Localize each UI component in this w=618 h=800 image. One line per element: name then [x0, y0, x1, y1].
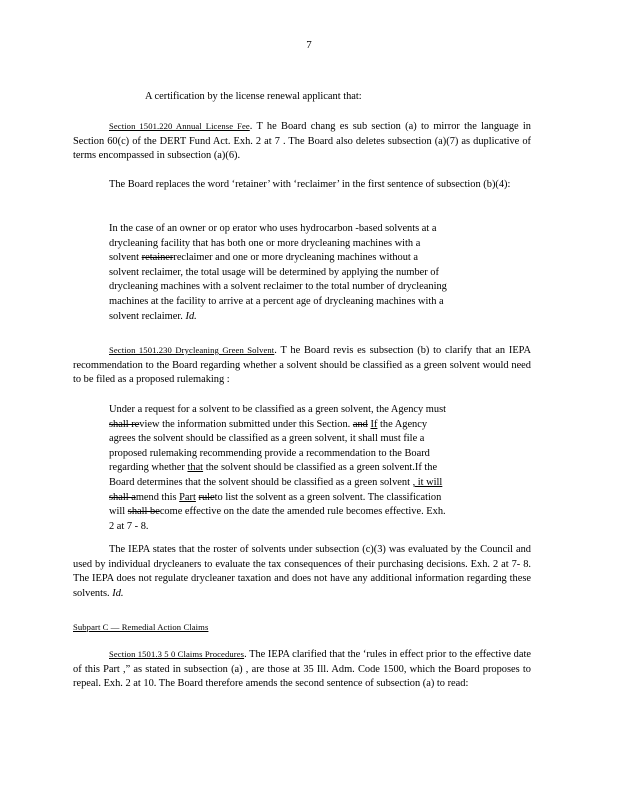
- quote-block-1: [109, 222, 499, 324]
- quote2-line: [109, 418, 499, 433]
- underlined-text: , it will: [412, 476, 443, 488]
- quote2-line: proposed rulemaking recommending provide a recommendation to the Board: [109, 447, 430, 459]
- struck-text: shall a: [109, 491, 136, 503]
- quote2-line: [109, 476, 499, 491]
- citation-id: Id.: [185, 310, 197, 322]
- quote2-line: [109, 505, 499, 520]
- quote1-text: solvent: [109, 252, 140, 264]
- quote1-line: machines at the facility to arrive at a percent age of drycleaning machines with a: [109, 295, 444, 307]
- struck-text: shall re: [109, 418, 140, 430]
- quote2-line: 2 at 7 - 8.: [109, 520, 149, 532]
- citation-id: Id.: [112, 587, 124, 599]
- underlined-text: Part: [179, 491, 196, 503]
- struck-text: shall be: [127, 506, 160, 518]
- quote2-line: [109, 491, 499, 506]
- replace-word-paragraph: The Board replaces the word ‘retainer’ with ‘reclaimer’ in the first sentence of subsection (b)(4):: [109, 179, 511, 190]
- struck-text: and: [352, 418, 368, 430]
- quote1-text: solvent reclaimer.: [109, 310, 183, 322]
- subpart-c-heading: Subpart C — Remedial Action Claims: [73, 622, 209, 632]
- iepa-paragraph: [73, 543, 531, 601]
- struck-text: retainer: [141, 252, 174, 264]
- quote-block-2: [109, 403, 499, 534]
- section-1501-350-text: . The IEPA clarified that the ‘rules in effect prior to the effective date of this Part ,” as stated in subsection (a) , are those at 35 Ill. Adm. Code 1500, which the Board proposes to repeal. Exh. 2 at 10. The Board therefore amends the second sentence of subsection (a) to read:: [73, 649, 531, 690]
- quote2-text: come effective on the date the amended rule becomes effective.: [159, 506, 424, 518]
- quote2-line: [109, 461, 499, 476]
- quote1-line: [109, 251, 499, 266]
- section-1501-350-paragraph: [73, 647, 531, 692]
- quote2-text: Board determines that the solvent should be classified as a green solvent: [109, 476, 410, 488]
- section-1501-220-heading: Section 1501.220 Annual License Fee: [109, 121, 250, 131]
- struck-text: rule: [198, 491, 215, 503]
- quote2-line: agrees the solvent should be classified as a green solvent, it shall must file a: [109, 433, 425, 445]
- section-1501-230-heading: Section 1501.230 Drycleaning Green Solvent: [109, 345, 275, 355]
- quote1-text: reclaimer and one or more drycleaning machines without a: [173, 252, 419, 264]
- citation-exh: Exh.: [426, 506, 446, 518]
- quote2-text: the solvent should be classified as a green solvent.If the: [205, 462, 438, 474]
- quote2-text: will: [109, 506, 126, 518]
- quote1-line: solvent reclaimer, the total usage will be determined by applying the number of: [109, 266, 439, 278]
- section-1501-230-paragraph: [73, 343, 531, 388]
- quote1-line: drycleaning facility that has both one or more drycleaning machines with a: [109, 237, 421, 249]
- section-1501-220-paragraph: [73, 119, 531, 164]
- page-number: 7: [306, 39, 312, 51]
- section-1501-230-text: . T he Board revis es subsection (b) to clarify that an IEPA recommendation to the Board regarding whether a solvent should be classified as a green solvent would need to be filed as a proposed rulemaking :: [73, 345, 532, 386]
- quote1-line: [109, 310, 499, 325]
- quote2-text: the Agency: [380, 418, 428, 430]
- quote2-text: regarding whether: [109, 462, 185, 474]
- quote2-text: mend this: [135, 491, 177, 503]
- quote1-line: In the case of an owner or op erator who uses hydrocarbon -based solvents at a: [109, 223, 437, 234]
- quote2-text: view the information submitted under this Section.: [139, 418, 351, 430]
- underlined-text: that: [187, 462, 204, 474]
- underlined-text: If: [370, 418, 378, 430]
- iepa-text: The IEPA states that the roster of solvents under subsection (c)(3) was evaluated by the Council and used by individual drycleaners to evaluate the tax consequences of their purchasing decisions. Exh. 2 at 7- 8. The IEPA does not regulate drycleaner taxation and does not have any additional information regarding these solvents.: [73, 544, 531, 599]
- section-1501-220-text: . T he Board chang es sub section (a) to mirror the language in Section 60(c) of the DERT Fund Act. Exh. 2 at 7 . The Board also deletes subsection (a)(7) as duplicative of terms encompassed in subsection (a)(6).: [73, 121, 531, 162]
- quote2-text: to list the solvent as a green solvent. The classification: [214, 491, 442, 503]
- intro-text: A certification by the license renewal applicant that:: [145, 91, 362, 102]
- quote1-line: drycleaning machines with a solvent reclaimer to the total number of drycleaning: [109, 281, 447, 293]
- quote2-line: Under a request for a solvent to be classified as a green solvent, the Agency must: [109, 404, 447, 415]
- section-1501-350-heading: Section 1501.3 5 0 Claims Procedures: [109, 649, 245, 659]
